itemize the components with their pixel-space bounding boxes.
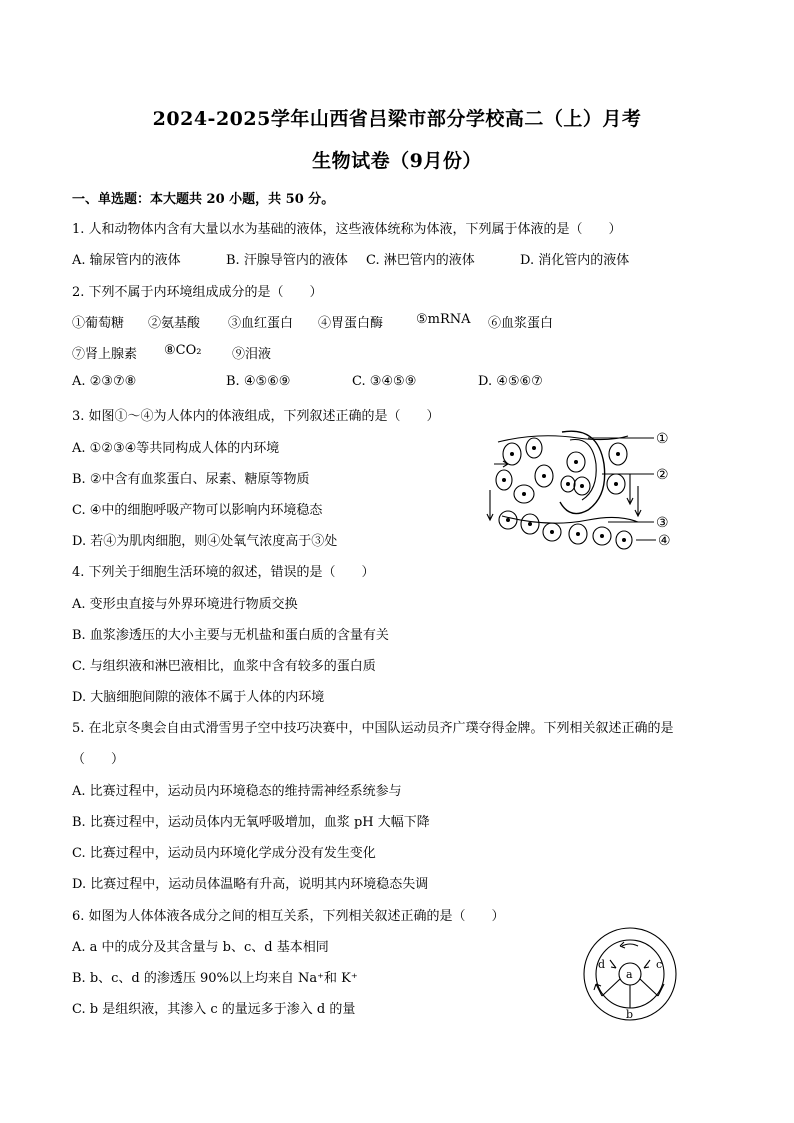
question-6-stem: 6. 如图为人体体液各成分之间的相互关系，下列相关叙述正确的是（ ） — [72, 909, 505, 924]
figure-label-3: ③ — [656, 515, 669, 531]
question-5-option-d: D. 比赛过程中，运动员体温略有升高，说明其内环境稳态失调 — [72, 877, 429, 892]
question-2-option-b: B. ④⑤⑥⑨ — [226, 374, 291, 389]
question-2-item: ④胃蛋白酶 — [318, 316, 384, 331]
figure-label-c: c — [656, 958, 663, 971]
question-6-option-b: B. b、c、d 的渗透压 90%以上均来自 Na⁺和 K⁺ — [72, 971, 358, 986]
question-3-option-a: A. ①②③④等共同构成人体的内环境 — [72, 441, 280, 456]
figure-label-d: d — [598, 958, 606, 971]
page-subtitle: 生物试卷（9月份） — [312, 150, 482, 172]
body-fluid-diagram — [478, 424, 684, 556]
question-5-option-b: B. 比赛过程中，运动员体内无氧呼吸增加，血浆 pH 大幅下降 — [72, 815, 430, 830]
question-6-option-c: C. b 是组织液，其渗入 c 的量远多于渗入 d 的量 — [72, 1002, 356, 1017]
question-2-item: ⑤mRNA — [416, 312, 471, 327]
question-1-option-a: A. 输尿管内的液体 — [72, 253, 181, 268]
figure-label-1: ① — [656, 431, 669, 447]
question-2-item: ⑦肾上腺素 — [72, 347, 138, 362]
question-3-stem: 3. 如图①～④为人体内的体液组成，下列叙述正确的是（ ） — [72, 409, 440, 424]
figure-label-4: ④ — [658, 533, 671, 549]
question-2-item: ⑨泪液 — [232, 347, 272, 362]
question-1-stem: 1. 人和动物体内含有大量以水为基础的液体，这些液体统称为体液，下列属于体液的是（ ） — [72, 222, 622, 237]
question-2-option-d: D. ④⑤⑥⑦ — [478, 374, 543, 389]
section-heading: 一、单选题：本大题共 20 小题，共 50 分。 — [72, 192, 335, 207]
question-5-stem: 5. 在北京冬奥会自由式滑雪男子空中技巧决赛中，中国队运动员齐广璞夺得金牌。下列相关叙述正确的是 — [72, 721, 674, 736]
question-2-item: ①葡萄糖 — [72, 316, 125, 331]
question-4-option-b: B. 血浆渗透压的大小主要与无机盐和蛋白质的含量有关 — [72, 628, 389, 643]
question-1-option-c: C. 淋巴管内的液体 — [366, 253, 475, 268]
question-2-option-c: C. ③④⑤⑨ — [352, 374, 417, 389]
page-title: 2024-2025学年山西省吕梁市部分学校高二（上）月考 — [152, 108, 642, 130]
question-2-item: ⑧CO₂ — [164, 343, 202, 358]
question-5-stem-cont: （ ） — [72, 752, 125, 767]
question-2-item: ⑥血浆蛋白 — [488, 316, 554, 331]
question-4-option-d: D. 大脑细胞间隙的液体不属于人体的内环境 — [72, 690, 325, 705]
question-3-option-b: B. ②中含有血浆蛋白、尿素、糖原等物质 — [72, 472, 310, 487]
figure-label-b: b — [626, 1008, 634, 1021]
figure-label-2: ② — [656, 467, 669, 483]
question-6-option-a: A. a 中的成分及其含量与 b、c、d 基本相同 — [72, 940, 329, 955]
question-5-option-c: C. 比赛过程中，运动员内环境化学成分没有发生变化 — [72, 846, 376, 861]
question-2-item: ②氨基酸 — [148, 316, 201, 331]
question-3-option-c: C. ④中的细胞呼吸产物可以影响内环境稳态 — [72, 503, 323, 518]
question-4-option-a: A. 变形虫直接与外界环境进行物质交换 — [72, 597, 298, 612]
question-5-option-a: A. 比赛过程中，运动员内环境稳态的维持需神经系统参与 — [72, 784, 402, 799]
fluid-relationship-diagram — [580, 924, 680, 1024]
figure-label-a: a — [626, 968, 633, 981]
question-2-stem: 2. 下列不属于内环境组成成分的是（ ） — [72, 285, 323, 300]
question-1-option-d: D. 消化管内的液体 — [520, 253, 630, 268]
question-4-stem: 4. 下列关于细胞生活环境的叙述，错误的是（ ） — [72, 565, 375, 580]
question-2-option-a: A. ②③⑦⑧ — [72, 374, 137, 389]
question-2-item: ③血红蛋白 — [228, 316, 294, 331]
question-4-option-c: C. 与组织液和淋巴液相比，血浆中含有较多的蛋白质 — [72, 659, 376, 674]
question-3-option-d: D. 若④为肌肉细胞，则④处氧气浓度高于③处 — [72, 534, 338, 549]
question-1-option-b: B. 汗腺导管内的液体 — [226, 253, 348, 268]
